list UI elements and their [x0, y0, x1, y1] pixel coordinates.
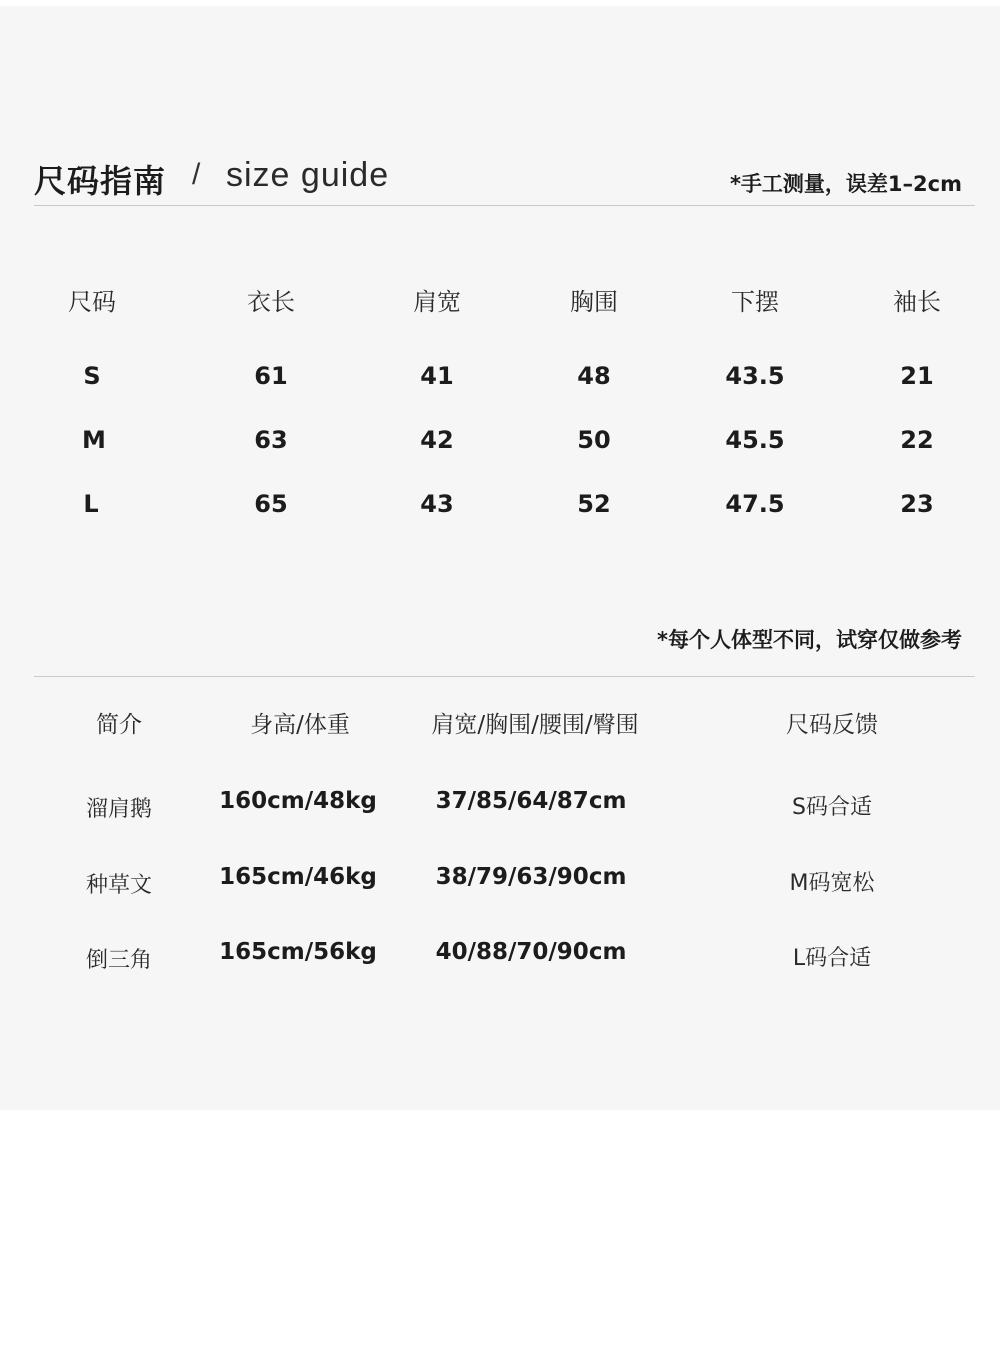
- height-weight-cell: 165cm/46kg: [219, 864, 377, 890]
- table-row: [0, 939, 1000, 979]
- size-cell: L: [83, 490, 99, 518]
- column-header-shoulder: 肩宽: [413, 288, 461, 316]
- height-weight-cell: 165cm/56kg: [219, 939, 377, 965]
- table-row: [0, 426, 1000, 466]
- column-header-hem: 下摆: [731, 288, 779, 316]
- chest-cell: 48: [577, 362, 611, 390]
- column-header-size: 尺码: [68, 288, 116, 316]
- length-cell: 61: [254, 362, 288, 390]
- hem-cell: 43.5: [725, 362, 785, 390]
- measurement-note: *手工测量，误差1–2cm: [729, 172, 962, 196]
- page-subtitle: size guide: [226, 156, 390, 194]
- height-weight-cell: 160cm/48kg: [219, 788, 377, 814]
- column-header-height-weight: 身高/体重: [250, 712, 350, 738]
- sleeve-cell: 21: [900, 362, 934, 390]
- size-cell: S: [83, 362, 101, 390]
- column-header-length: 衣长: [247, 288, 295, 316]
- shoulder-cell: 41: [420, 362, 454, 390]
- table-row: [0, 788, 1000, 828]
- table-row: [0, 864, 1000, 904]
- length-cell: 65: [254, 490, 288, 518]
- measurements-cell: 38/79/63/90cm: [435, 864, 627, 890]
- table-row: [0, 490, 1000, 530]
- title-separator: /: [192, 158, 201, 191]
- size-feedback-cell: M码宽松: [789, 871, 875, 896]
- column-header-profile: 简介: [96, 712, 142, 738]
- column-header-sleeve: 袖长: [893, 288, 941, 316]
- profile-cell: 种草文: [85, 873, 153, 898]
- chest-cell: 50: [577, 426, 611, 454]
- table-row: [0, 362, 1000, 402]
- measurements-cell: 37/85/64/87cm: [435, 788, 627, 814]
- sleeve-cell: 22: [900, 426, 934, 454]
- chest-cell: 52: [577, 490, 611, 518]
- shoulder-cell: 43: [420, 490, 454, 518]
- page-title: 尺码指南: [34, 162, 167, 200]
- hem-cell: 45.5: [725, 426, 785, 454]
- fit-note: *每个人体型不同，试穿仅做参考: [657, 628, 962, 652]
- profile-cell: 溜肩鹅: [85, 797, 153, 822]
- hem-cell: 47.5: [725, 490, 785, 518]
- column-header-chest: 胸围: [570, 288, 618, 316]
- column-header-size-feedback: 尺码反馈: [786, 712, 878, 738]
- size-feedback-cell: S码合适: [792, 795, 872, 820]
- shoulder-cell: 42: [420, 426, 454, 454]
- column-header-measurements: 肩宽/胸围/腰围/臀围: [431, 712, 639, 738]
- measurements-cell: 40/88/70/90cm: [435, 939, 627, 965]
- sleeve-cell: 23: [900, 490, 934, 518]
- size-feedback-cell: L码合适: [792, 946, 872, 971]
- profile-cell: 倒三角: [85, 948, 153, 973]
- feedback-divider: [34, 676, 975, 677]
- size-cell: M: [82, 426, 106, 454]
- header-divider: [34, 205, 975, 206]
- size-guide-header: [34, 152, 962, 202]
- length-cell: 63: [254, 426, 288, 454]
